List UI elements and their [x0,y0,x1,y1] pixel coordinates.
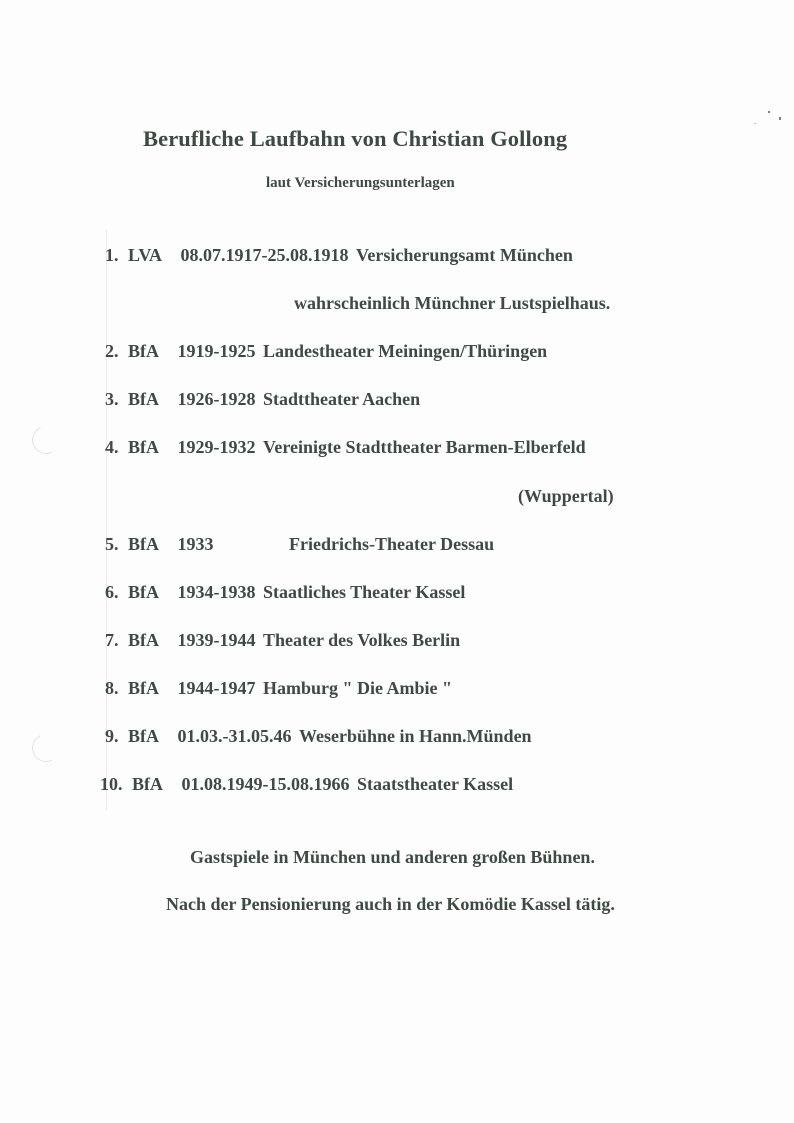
margin-line [106,230,107,810]
entry-number: 8. [105,678,119,698]
entry-period: 1933 [177,534,214,554]
entry-number: 5. [105,534,119,554]
closing-note: Gastspiele in München und anderen großen Bühnen. [190,847,595,867]
entry-place: Versicherungsamt München [356,245,573,265]
entry-period: 1944-1947 [177,678,256,698]
entry-institution: BfA [132,774,163,794]
career-entry [105,245,573,266]
scan-speck [754,123,756,124]
entry-institution: BfA [128,341,159,361]
entry-period: 1934-1938 [177,582,256,602]
entry-place: Staatliches Theater Kassel [263,582,466,602]
entry-place: Theater des Volkes Berlin [263,630,461,650]
entry-period: 01.03.-31.05.46 [177,726,292,746]
entry-place: Landestheater Meiningen/Thüringen [263,341,548,361]
punch-hole-mark [28,422,64,458]
entry-number: 10. [100,774,123,794]
entry-place: Staatstheater Kassel [357,774,514,794]
entry-period: 01.08.1949-15.08.1966 [181,774,350,794]
entry-place: Vereinigte Stadttheater Barmen-Elberfeld [263,437,586,457]
entry-number: 9. [105,726,119,746]
document-title: Berufliche Laufbahn von Christian Gollong [143,126,568,151]
entry-institution: BfA [128,582,159,602]
entry-period: 1926-1928 [177,389,256,409]
entry-continuation: (Wuppertal) [518,486,614,506]
entry-institution: BfA [128,630,159,650]
punch-hole-mark [28,730,64,766]
career-entry [105,630,460,651]
entry-institution: BfA [128,726,159,746]
entry-number: 3. [105,389,119,409]
entry-period: 1919-1925 [177,341,256,361]
entry-institution: LVA [128,245,163,265]
career-entry [105,726,532,747]
entry-number: 2. [105,341,119,361]
entry-institution: BfA [128,437,159,457]
entry-place: Friedrichs-Theater Dessau [289,534,495,554]
entry-place: Stadttheater Aachen [263,389,421,409]
closing-note: Nach der Pensionierung auch in der Komödie Kassel tätig. [166,894,615,914]
scan-speck [779,117,781,120]
career-entry [105,389,420,410]
entry-institution: BfA [128,534,159,554]
entry-institution: BfA [128,678,159,698]
career-entry [100,774,513,795]
scan-speck [768,111,770,113]
career-entry [105,341,547,362]
entry-continuation: wahrscheinlich Münchner Lustspielhaus. [294,293,611,313]
entry-number: 6. [105,582,119,602]
career-entry [105,678,452,699]
entry-institution: BfA [128,389,159,409]
entry-period: 08.07.1917-25.08.1918 [180,245,349,265]
entry-period: 1939-1944 [177,630,256,650]
document-subtitle: laut Versicherungsunterlagen [266,175,455,191]
career-entry [105,437,586,458]
entry-place: Hamburg " Die Ambie " [263,678,452,698]
entry-number: 1. [105,245,119,265]
entry-number: 4. [105,437,119,457]
entry-number: 7. [105,630,119,650]
career-entry [105,582,465,603]
entry-period: 1929-1932 [177,437,256,457]
career-entry [105,534,494,555]
entry-place: Weserbühne in Hann.Münden [299,726,532,746]
